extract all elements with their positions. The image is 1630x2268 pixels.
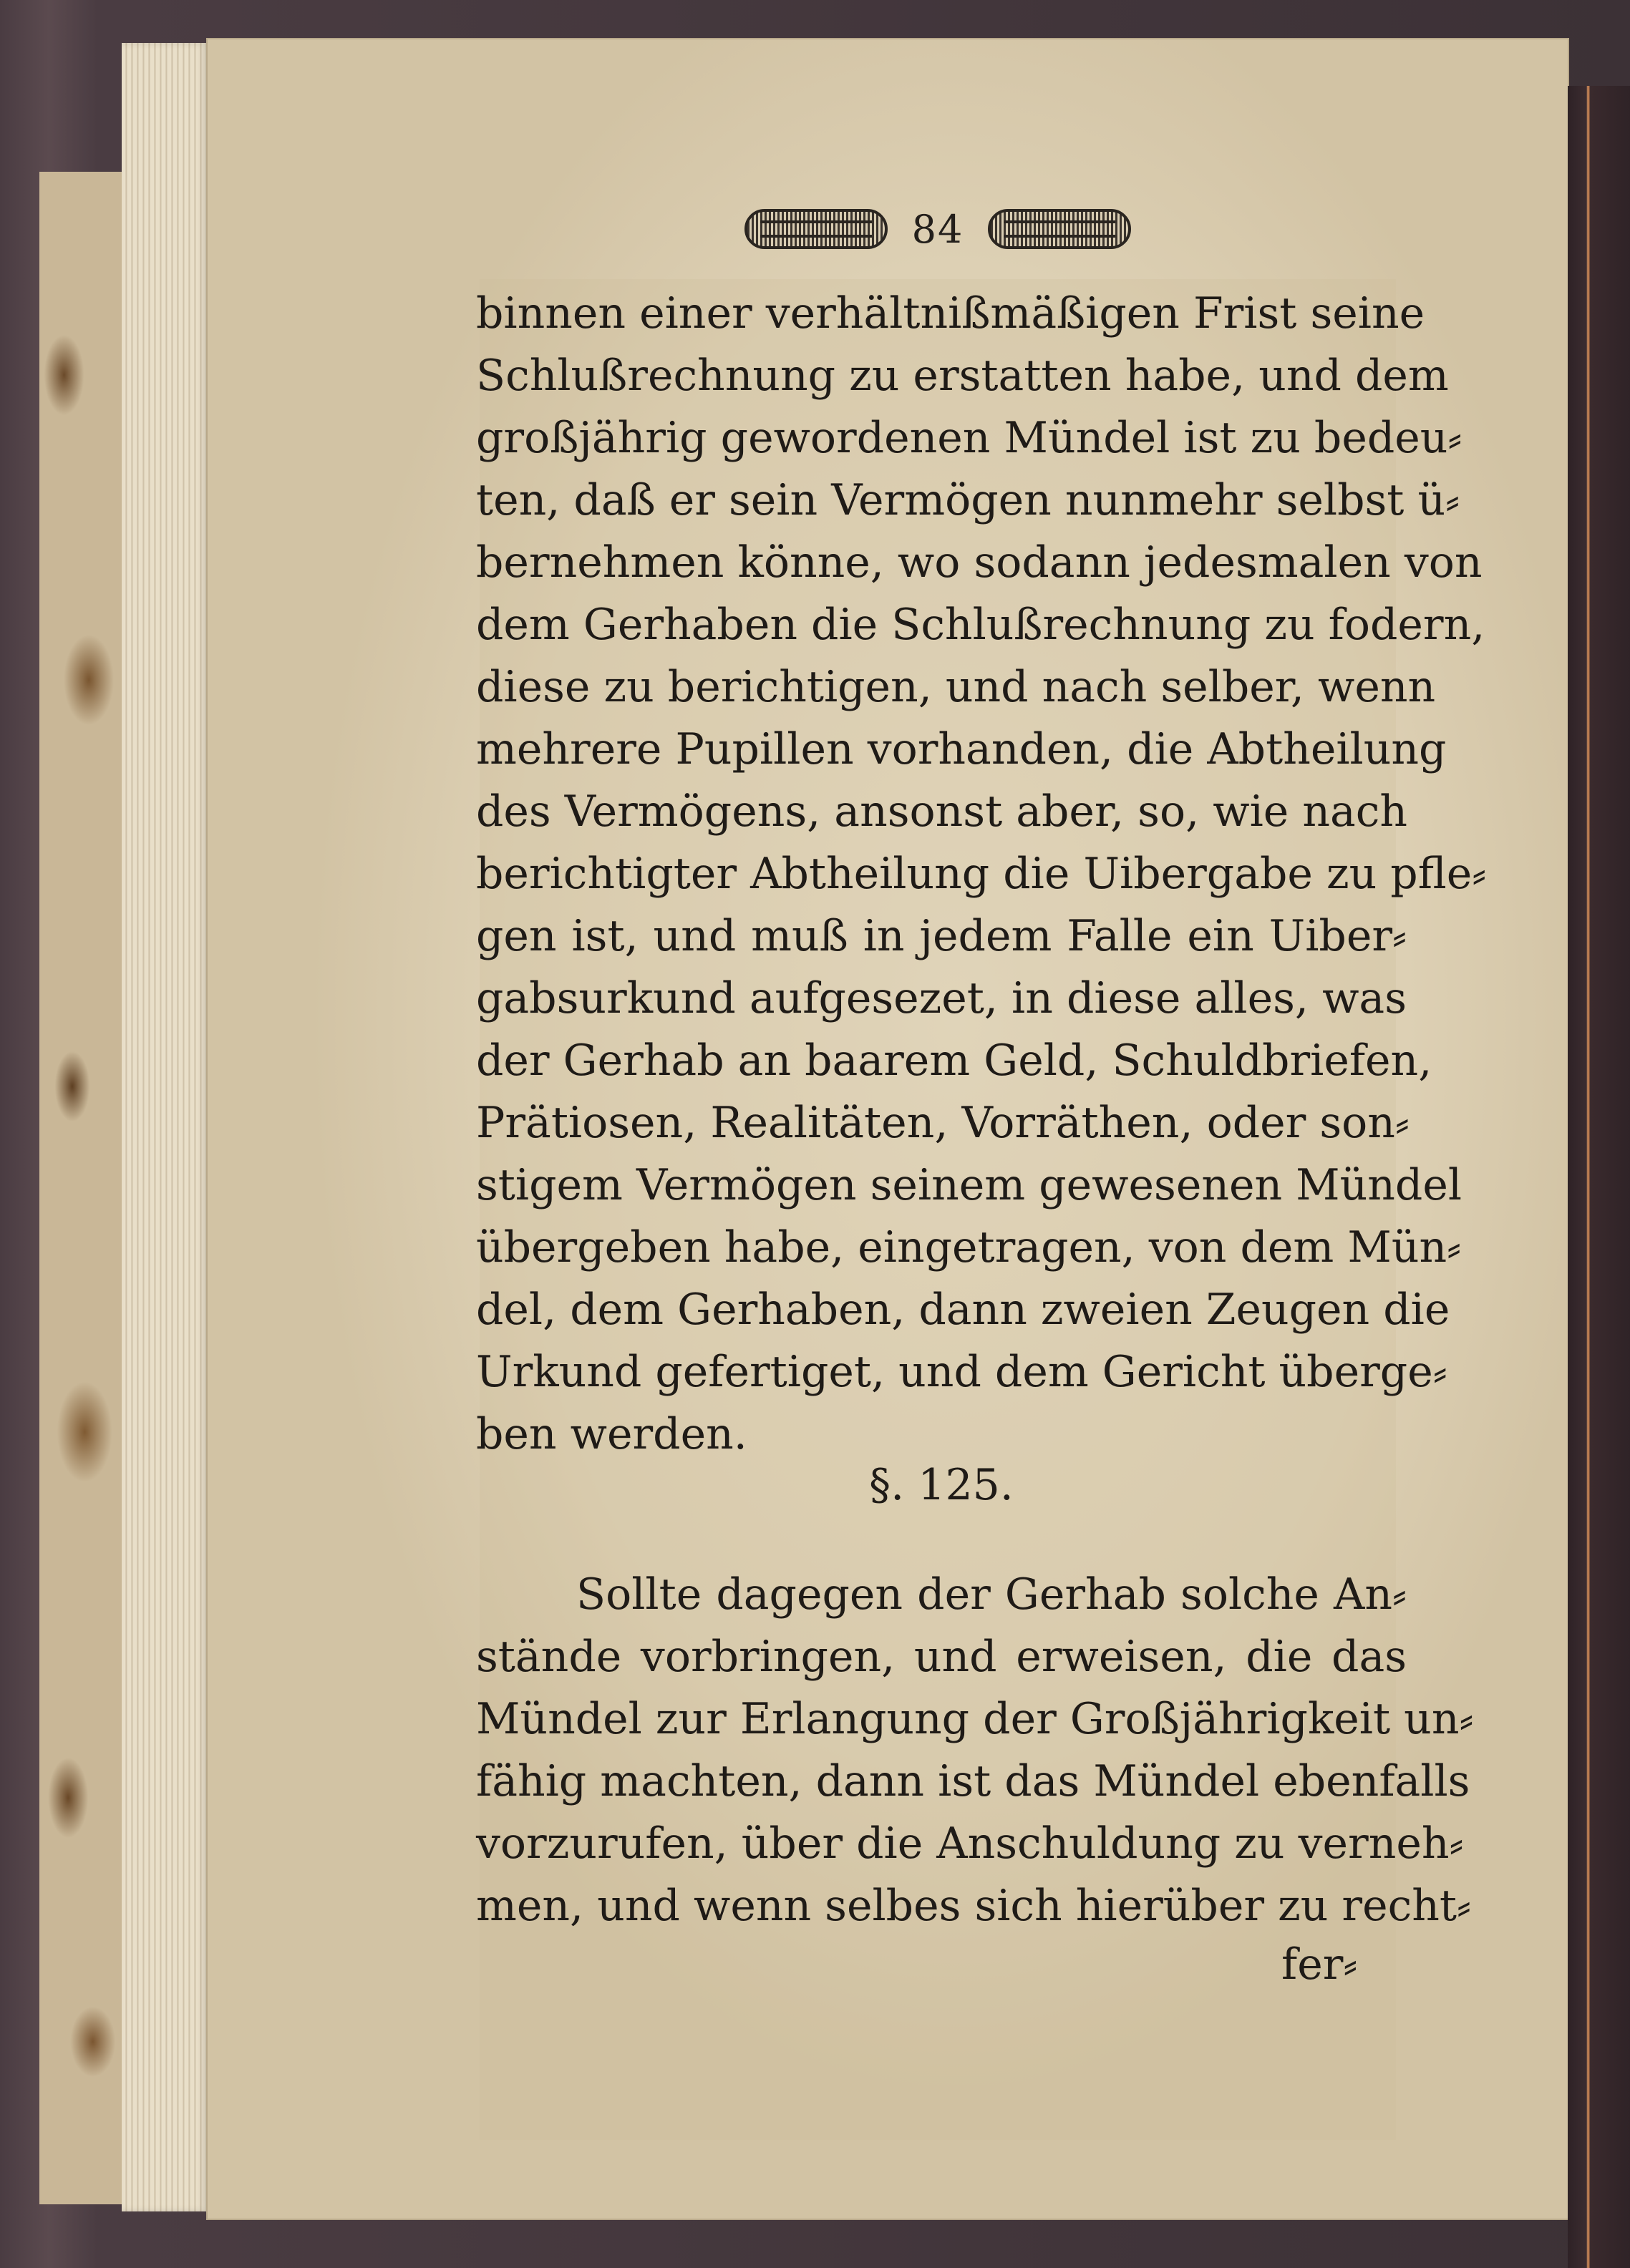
text-line: fähig machten, dann ist das Mündel ebenfalls — [476, 1756, 1470, 1806]
text-line: stände vorbringen, und erweisen, die das — [476, 1632, 1407, 1682]
text-line: Mündel zur Erlangung der Großjährigkeit un⸗ — [476, 1694, 1474, 1744]
text-line: berichtigter Abtheilung die Uibergabe zu pfle⸗ — [476, 849, 1487, 899]
text-line: Prätiosen, Realitäten, Vorräthen, oder son⸗ — [476, 1098, 1410, 1148]
page-stack-edge — [122, 43, 208, 2211]
text-line: bernehmen könne, wo sodann jedesmalen von — [476, 537, 1483, 588]
text-line: Urkund gefertiget, und dem Gericht überge⸗ — [476, 1347, 1447, 1397]
text-line: binnen einer verhältnißmäßigen Frist seine — [476, 288, 1425, 339]
text-line: des Vermögens, ansonst aber, so, wie nach — [476, 787, 1408, 837]
page-number: 84 — [911, 206, 964, 252]
text-line: großjährig gewordenen Mündel ist zu bedeu⸗ — [476, 413, 1462, 463]
left-ornament-icon — [744, 209, 888, 249]
text-line: ten, daß er sein Vermögen nunmehr selbst ü⸗ — [476, 475, 1460, 525]
body-text — [476, 283, 1487, 1466]
text-line: men, und wenn selbes sich hierüber zu recht⸗ — [476, 1881, 1471, 1931]
text-line: ben werden. — [476, 1409, 747, 1459]
text-line: diese zu berichtigen, und nach selber, wenn — [476, 662, 1436, 712]
facing-page-edge — [1568, 86, 1630, 2268]
marbled-binding — [39, 172, 123, 2204]
text-line: Schlußrechnung zu erstatten habe, und dem — [476, 351, 1449, 401]
right-ornament-icon — [988, 209, 1131, 249]
text-line: mehrere Pupillen vorhanden, die Abtheilung — [476, 724, 1447, 774]
page-header — [716, 200, 1160, 258]
text-line: übergeben habe, eingetragen, von dem Mün⸗ — [476, 1222, 1462, 1272]
section-text — [476, 1564, 1474, 1937]
text-line: Sollte dagegen der Gerhab solche An⸗ — [576, 1569, 1407, 1620]
text-line: del, dem Gerhaben, dann zweien Zeugen die — [476, 1285, 1450, 1335]
text-line: gen ist, und muß in jedem Falle ein Uiber⸗ — [476, 911, 1407, 961]
text-line: stigem Vermögen seinem gewesenen Mündel — [476, 1160, 1462, 1210]
text-line: dem Gerhaben die Schlußrechnung zu fodern, — [476, 600, 1485, 650]
text-line: der Gerhab an baarem Geld, Schuldbriefen, — [476, 1036, 1432, 1086]
text-line: vorzurufen, über die Anschuldung zu verneh⸗ — [476, 1819, 1464, 1869]
section-heading: §. 125. — [869, 1460, 1014, 1510]
catchword: fer⸗ — [1281, 1940, 1358, 1990]
text-line: gabsurkund aufgesezet, in diese alles, was — [476, 973, 1407, 1023]
